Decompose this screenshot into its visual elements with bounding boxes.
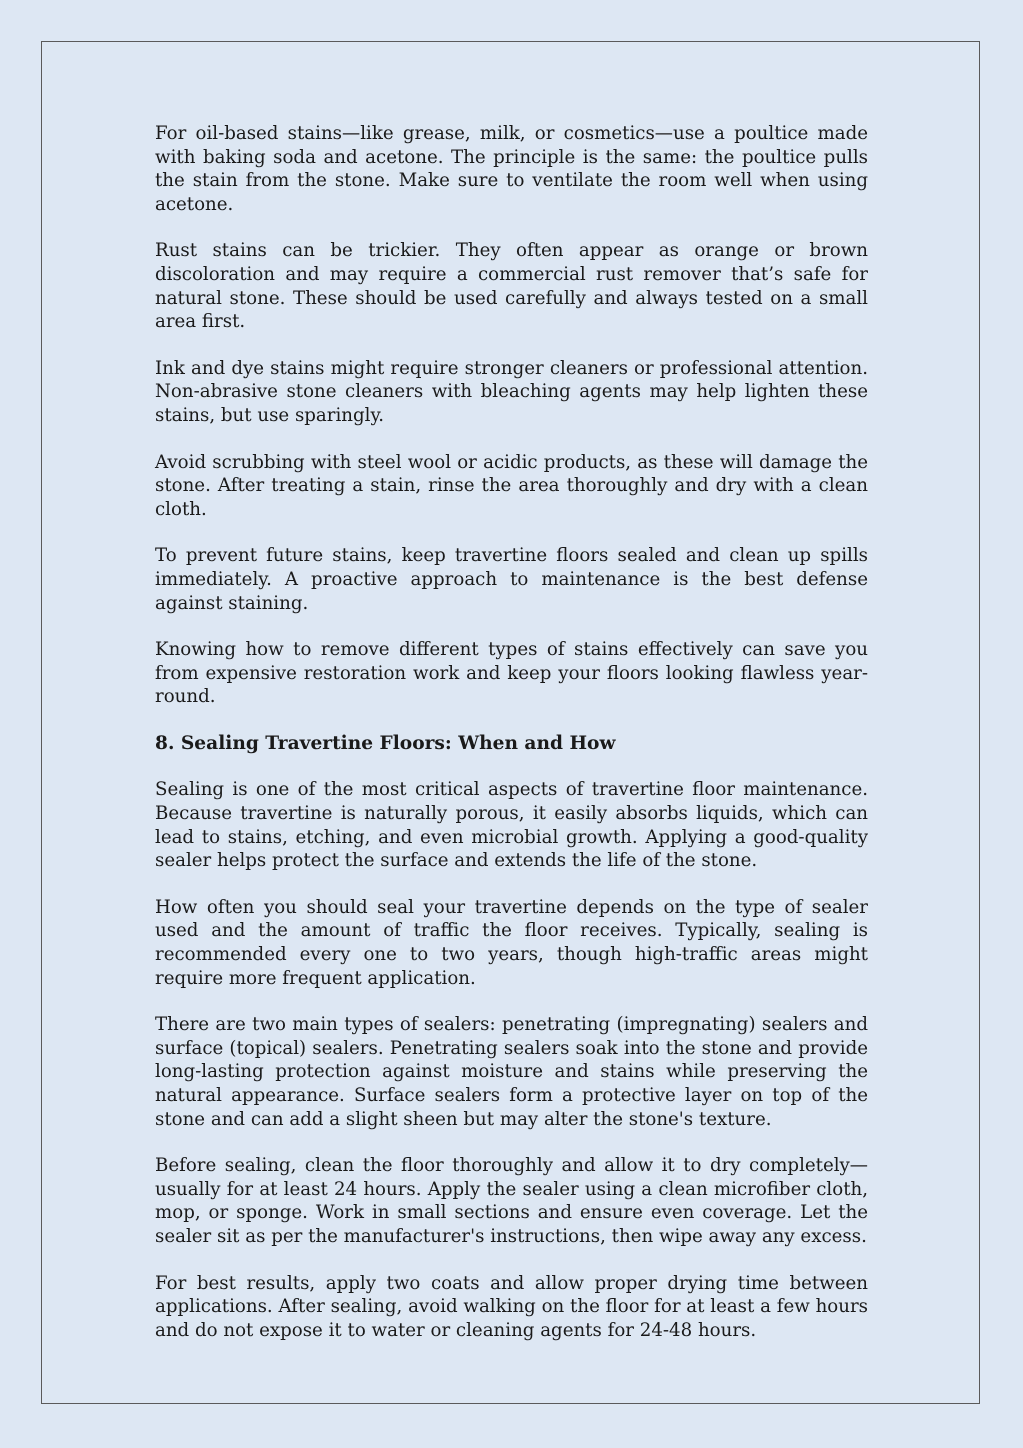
section-heading: 8. Sealing Travertine Floors: When and How — [155, 732, 616, 754]
paragraph-sealer-types: There are two main types of sealers: penetrating (impregnating) sealers and surface (topical) sealers. Penetrating sealers soak into the stone and provide long-lasting protection against moisture and stains while preserving the natural appearance. Surface sealers form a protective layer on top of the stone and can add a slight sheen but may alter the stone's texture. — [155, 1014, 868, 1130]
paragraph-rust-stains: Rust stains can be trickier. They often appear as orange or brown discoloration and may require a commercial rust remover that’s safe for natural stone. These should be used carefully and always tested on a small area first. — [155, 240, 868, 333]
paragraph-prevent-stains: To prevent future stains, keep travertine floors sealed and clean up spills immediately. A proactive approach to maintenance is the best defense against staining. — [155, 545, 868, 614]
paragraph-ink-dye-stains: Ink and dye stains might require stronger cleaners or professional attention. Non-abrasive stone cleaners with bleaching agents may help lighten these stains, but use sparingly. — [155, 357, 868, 426]
paragraph-knowing-how: Knowing how to remove different types of stains effectively can save you from expensive restoration work and keep your floors looking flawless year-round. — [155, 639, 868, 708]
document-body — [155, 122, 868, 1365]
paragraph-best-results: For best results, apply two coats and allow proper drying time between applications. After sealing, avoid walking on the floor for at least a few hours and do not expose it to water or cleaning agents for 24-48 hours. — [155, 1272, 868, 1341]
paragraph-sealing-process: Before sealing, clean the floor thoroughly and allow it to dry completely—usually for at least 24 hours. Apply the sealer using a clean microfiber cloth, mop, or sponge. Work in small sections and ensure even coverage. Let the sealer sit as per the manufacturer's instructions, then wipe away any excess. — [155, 1155, 868, 1247]
paragraph-sealing-importance: Sealing is one of the most critical aspects of travertine floor maintenance. Because travertine is naturally porous, it easily absorbs liquids, which can lead to stains, etching, and even microbial growth. Applying a good-quality sealer helps protect the surface and extends the life of the stone. — [155, 779, 868, 872]
paragraph-sealing-frequency: How often you should seal your travertine depends on the type of sealer used and the amount of traffic the floor receives. Typically, sealing is recommended every one to two years, though high-traffic areas might require more frequent application. — [155, 896, 868, 989]
paragraph-avoid-scrubbing: Avoid scrubbing with steel wool or acidic products, as these will damage the stone. After treating a stain, rinse the area thoroughly and dry with a clean cloth. — [155, 451, 868, 520]
paragraph-oil-stains: For oil-based stains—like grease, milk, or cosmetics—use a poultice made with baking soda and acetone. The principle is the same: the poultice pulls the stain from the stone. Make sure to ventilate the room well when using acetone. — [155, 123, 868, 215]
